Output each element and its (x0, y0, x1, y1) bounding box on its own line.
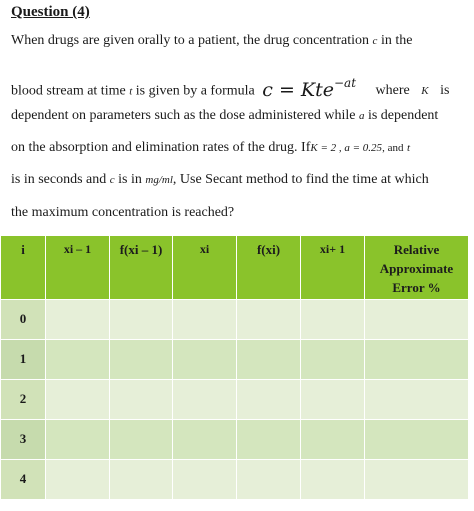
formula-exponent: −at (333, 76, 357, 90)
header-err-line: Approximate (379, 261, 454, 276)
header-x-i: xi (173, 236, 237, 299)
text: on the absorption and elimination rates of the drug. If (11, 140, 311, 155)
cell[interactable] (365, 299, 469, 339)
table-row (1, 299, 469, 339)
cell[interactable] (173, 339, 237, 379)
text: where (375, 83, 410, 99)
text: in the (380, 33, 413, 48)
row-index: 4 (1, 459, 46, 499)
cell[interactable] (110, 339, 173, 379)
row-index: 1 (1, 339, 46, 379)
cell[interactable] (237, 379, 301, 419)
header-row (1, 236, 469, 299)
cell[interactable] (46, 379, 110, 419)
text: is given by a formula (135, 83, 255, 99)
formula (262, 76, 357, 102)
unit: mg/ml (145, 174, 173, 186)
cell[interactable] (301, 419, 365, 459)
text: is in seconds and (11, 172, 107, 187)
header-f-x-i-minus-1: f(xi – 1) (110, 236, 173, 299)
cell[interactable] (365, 459, 469, 499)
question-line-2 (11, 76, 450, 102)
row-index: 3 (1, 419, 46, 459)
header-relative-error (365, 236, 469, 299)
question-title: Question (4) (11, 4, 90, 20)
text: , and (382, 142, 404, 154)
header-err-line: Relative (393, 242, 440, 257)
cell[interactable] (46, 419, 110, 459)
formula-eq: = (272, 79, 301, 102)
cell[interactable] (173, 379, 237, 419)
cell[interactable] (46, 339, 110, 379)
cell[interactable] (237, 419, 301, 459)
question-line-3 (11, 108, 438, 124)
cell[interactable] (301, 459, 365, 499)
cell[interactable] (110, 379, 173, 419)
var-c: c (109, 174, 115, 186)
cell[interactable] (365, 379, 469, 419)
cell[interactable] (110, 419, 173, 459)
header-x-i-plus-1: xi+ 1 (301, 236, 365, 299)
table-row (1, 339, 469, 379)
cell[interactable] (365, 339, 469, 379)
text: is dependent (367, 108, 439, 123)
cell[interactable] (301, 299, 365, 339)
cell[interactable] (365, 419, 469, 459)
question-line-6: the maximum concentration is reached? (11, 205, 235, 220)
var-t: t (406, 142, 411, 154)
question-line-1 (11, 33, 412, 49)
var-a: a (358, 110, 365, 122)
row-index: 2 (1, 379, 46, 419)
text: , Use Secant method to find the time at which (172, 172, 429, 187)
formula-c: c (262, 79, 273, 102)
text: is in (118, 172, 142, 187)
question-line-4 (11, 140, 410, 156)
cell[interactable] (46, 299, 110, 339)
secant-table (0, 236, 469, 500)
header-i: i (1, 236, 46, 299)
header-f-x-i: f(xi) (237, 236, 301, 299)
var-K: K (421, 85, 429, 98)
var-c: c (372, 35, 378, 47)
text: When drugs are given orally to a patient, the drug concentration (11, 33, 370, 48)
cell[interactable] (173, 459, 237, 499)
cell[interactable] (301, 379, 365, 419)
cell[interactable] (46, 459, 110, 499)
cell[interactable] (173, 299, 237, 339)
params: K = 2 , a = 0.25 (310, 142, 383, 154)
cell[interactable] (173, 419, 237, 459)
cell[interactable] (237, 339, 301, 379)
cell[interactable] (237, 299, 301, 339)
formula-rhs: Kte (300, 79, 334, 102)
table-row (1, 419, 469, 459)
text: blood stream at time (11, 83, 126, 99)
var-t: t (129, 85, 133, 98)
text: dependent on parameters such as the dose administered while (11, 108, 356, 123)
cell[interactable] (237, 459, 301, 499)
cell[interactable] (110, 459, 173, 499)
header-x-i-minus-1: xi – 1 (46, 236, 110, 299)
cell[interactable] (301, 339, 365, 379)
header-err-line: Error % (392, 280, 441, 295)
text: is (440, 83, 450, 99)
question-line-5 (11, 172, 429, 188)
table-row (1, 459, 469, 499)
table-row (1, 379, 469, 419)
cell[interactable] (110, 299, 173, 339)
row-index: 0 (1, 299, 46, 339)
